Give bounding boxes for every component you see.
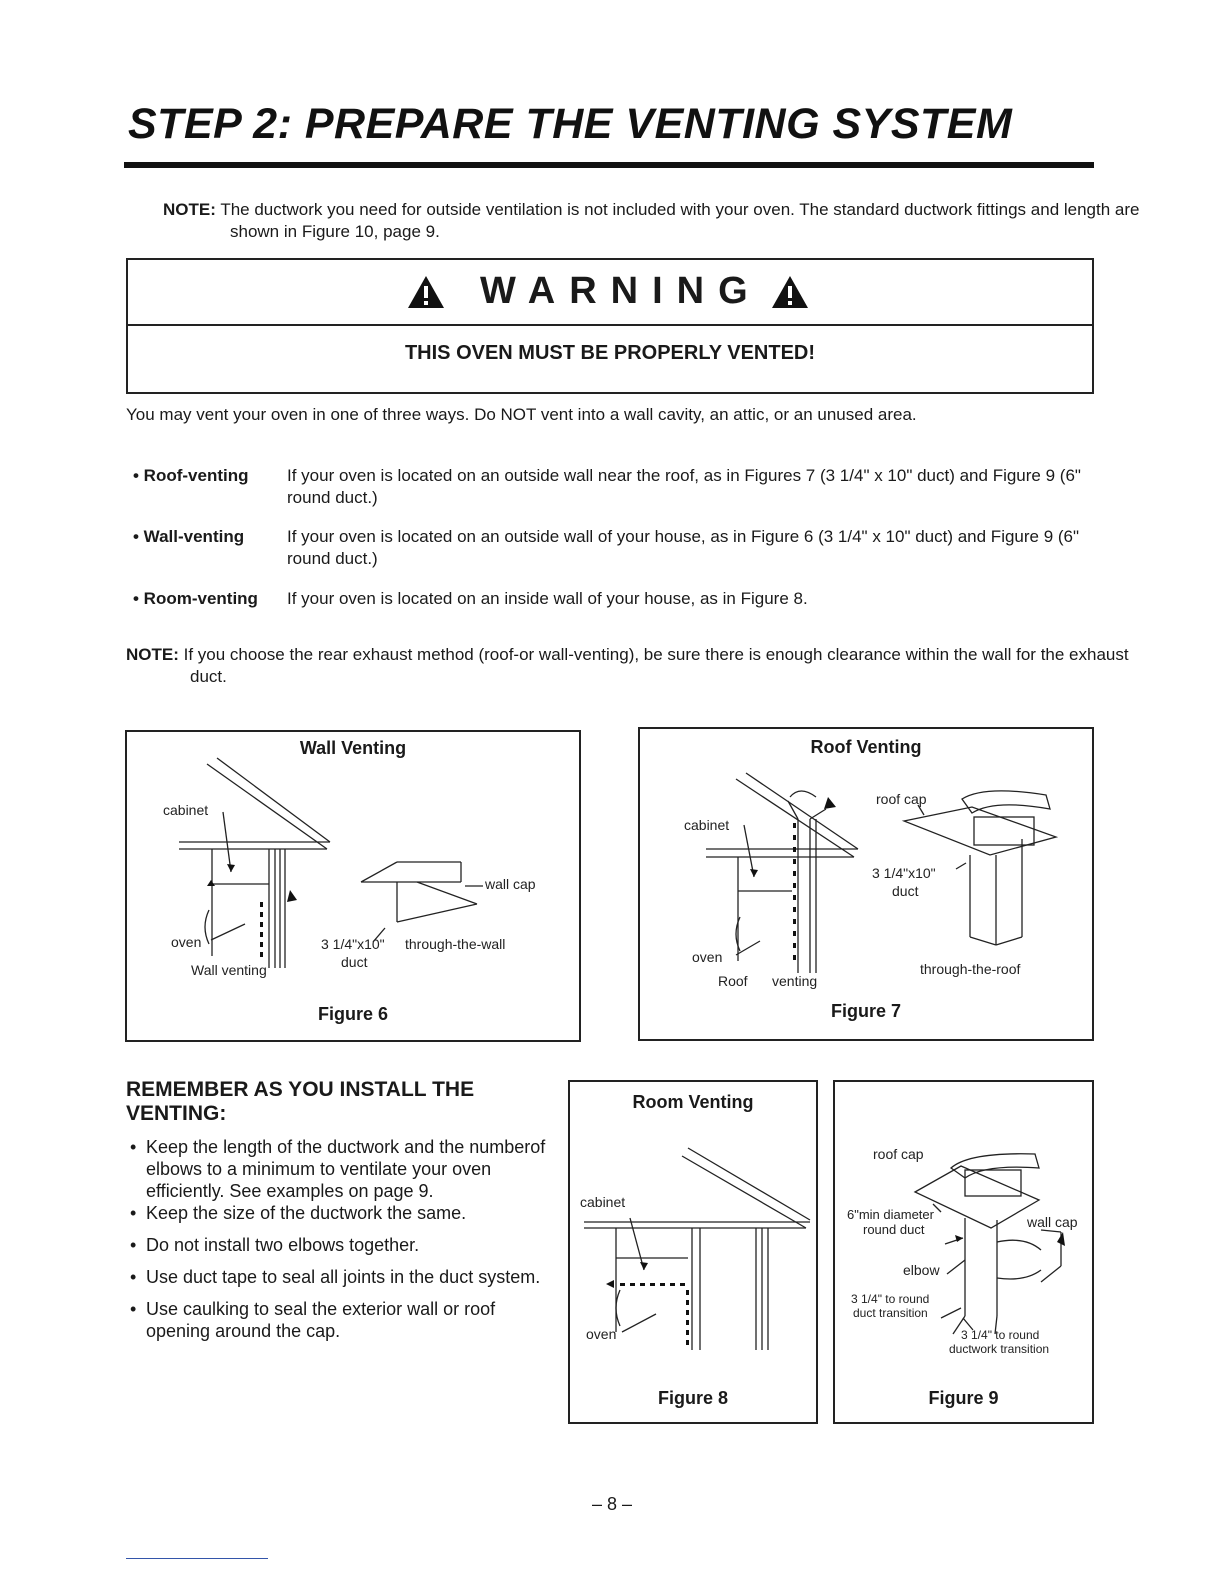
remember-list [130, 1136, 550, 1352]
list-item: • Do not install two elbows together. [130, 1234, 550, 1256]
figure-8-room-venting [568, 1080, 818, 1424]
footer-rule [126, 1558, 268, 1559]
list-item: • Keep the size of the ductwork the same. [130, 1202, 550, 1224]
figure-caption: Figure 9 [928, 1388, 999, 1408]
figure-title: Room Venting [632, 1092, 754, 1112]
label-wall-venting: Wall venting [191, 962, 267, 978]
label-cabinet: cabinet [163, 802, 209, 818]
label-duct: duct [892, 883, 919, 899]
label-oven: oven [586, 1326, 617, 1342]
warning-triangle-icon [770, 274, 810, 310]
label-cabinet: cabinet [580, 1194, 626, 1210]
label-cabinet: cabinet [684, 817, 730, 833]
label-transition-b1: 3 1/4" to round [961, 1328, 1040, 1342]
label-duct-size: 3 1/4"x10" [872, 865, 936, 881]
title-rule [124, 162, 1094, 168]
roof-venting-diagram [640, 729, 1092, 1039]
label-duct: duct [341, 954, 368, 970]
label-oven: oven [171, 934, 202, 950]
method-label: • Room-venting [133, 589, 258, 608]
method-text: If your oven is located on an outside wall near the roof, as in Figures 7 (3 1/4" x 10" duct) and Figure 9 (6" round duct.) [287, 466, 1081, 507]
warning-triangle-icon [406, 274, 446, 310]
list-item: • Use caulking to seal the exterior wall or roof opening around the cap. [130, 1298, 550, 1342]
figure-caption: Figure 6 [317, 1004, 388, 1024]
label-through-wall: through-the-wall [405, 936, 506, 952]
method-label: • Wall-venting [133, 527, 245, 546]
figure-7-roof-venting [638, 727, 1094, 1041]
label-roof-cap: roof cap [873, 1146, 924, 1162]
intro-text: You may vent your oven in one of three ways. Do NOT vent into a wall cavity, an attic, or an unused area. [126, 405, 917, 424]
label-through-roof: through-the-roof [920, 961, 1021, 977]
label-transition-a1: 3 1/4" to round [851, 1292, 930, 1306]
note-label: NOTE: [163, 200, 216, 219]
list-item: • Keep the length of the ductwork and the numberof elbows to a minimum to ventilate your oven efficiently. See examples on page 9. [130, 1136, 550, 1202]
warning-header [128, 260, 1092, 326]
label-duct-size: 3 1/4"x10" [321, 936, 385, 952]
label-elbow: elbow [903, 1262, 940, 1278]
room-venting-diagram [570, 1082, 816, 1422]
list-item: • Use duct tape to seal all joints in the duct system. [130, 1266, 550, 1288]
warning-box [126, 258, 1094, 394]
label-roof-cap: roof cap [876, 791, 927, 807]
figure-title: Wall Venting [299, 738, 407, 758]
method-roof-venting [133, 465, 1093, 509]
method-label: • Roof-venting [133, 466, 249, 485]
label-transition-a2: duct transition [853, 1306, 928, 1320]
round-duct-diagram [835, 1082, 1092, 1422]
label-transition-b2: ductwork transition [949, 1342, 1050, 1356]
note-text: If you choose the rear exhaust method (roof-or wall-venting), be sure there is enough clearance within the wall for the exhaust duct. [183, 645, 1129, 686]
method-wall-venting [133, 526, 1093, 570]
method-text: If your oven is located on an inside wall of your house, as in Figure 8. [287, 589, 808, 608]
note-clearance [126, 644, 1158, 688]
figure-title: Roof Venting [810, 737, 922, 757]
method-room-venting [133, 588, 1093, 610]
label-roof: Roof [718, 973, 748, 989]
label-round-duct: round duct [863, 1222, 925, 1237]
figure-6-wall-venting [125, 730, 581, 1042]
figure-9-round-duct [833, 1080, 1094, 1424]
label-wall-cap: wall cap [485, 876, 536, 892]
figure-caption: Figure 7 [830, 1001, 901, 1021]
label-wall-cap: wall cap [1027, 1214, 1078, 1230]
method-text: If your oven is located on an outside wall of your house, as in Figure 6 (3 1/4" x 10" duct) and Figure 9 (6" round duct.) [287, 527, 1080, 568]
page-title: STEP 2: PREPARE THE VENTING SYSTEM [128, 100, 1013, 148]
note-label: NOTE: [126, 645, 179, 664]
label-oven: oven [692, 949, 723, 965]
figure-caption: Figure 8 [657, 1388, 728, 1408]
label-venting: venting [772, 973, 818, 989]
remember-heading: REMEMBER AS YOU INSTALL THE VENTING: [126, 1078, 475, 1125]
warning-message: THIS OVEN MUST BE PROPERLY VENTED! [404, 342, 816, 364]
note-ductwork [163, 199, 1160, 243]
page-number: – 8 – [591, 1494, 633, 1514]
label-min-diameter: 6"min diameter [847, 1207, 934, 1222]
note-text: The ductwork you need for outside ventilation is not included with your oven. The standard ductwork fittings and length are shown in Figure 10, page 9. [220, 200, 1140, 241]
warning-word: WARNING [480, 270, 762, 312]
